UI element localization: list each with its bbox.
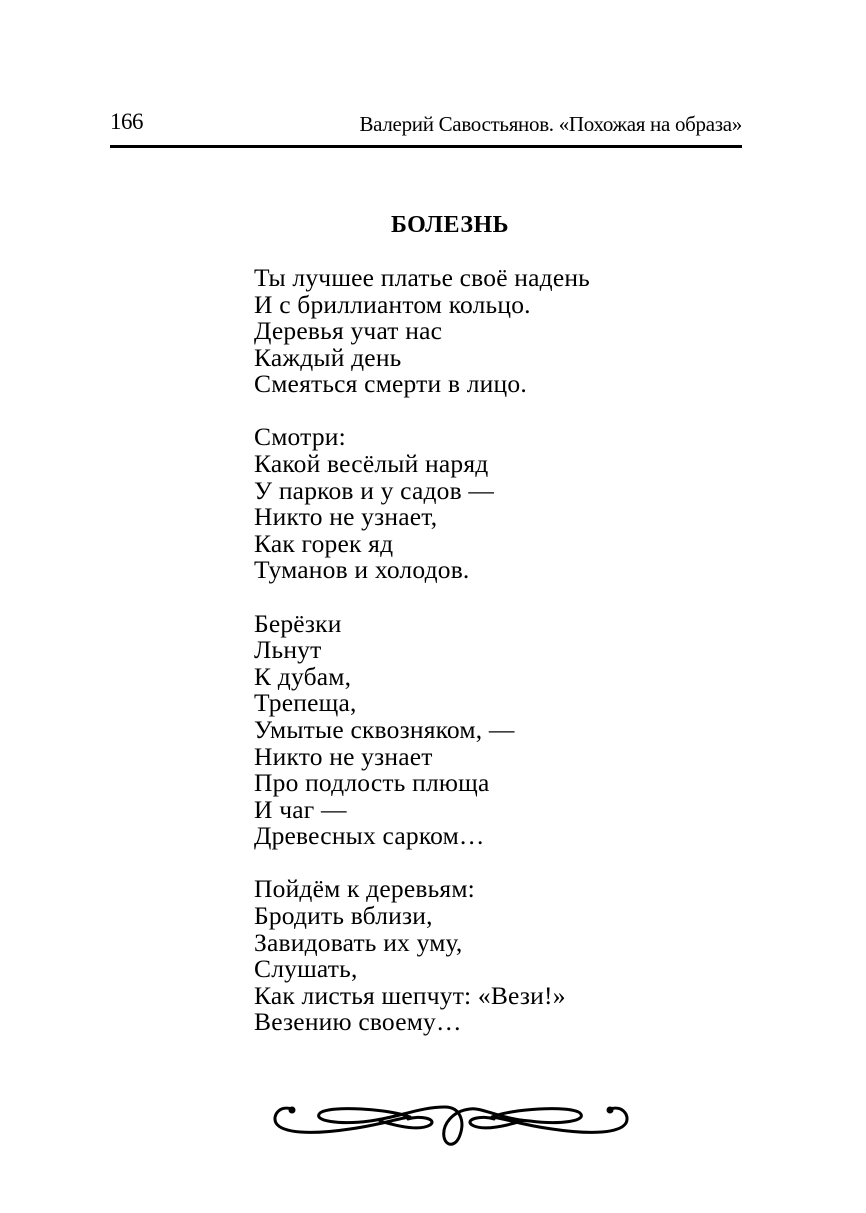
poem-body [254, 265, 754, 1062]
poem-line: Бродить вблизи, [254, 900, 433, 930]
poem-line: Древесных сарком… [254, 821, 485, 851]
page-number: 166 [110, 109, 143, 134]
poem-line: Завидовать их уму, [254, 927, 463, 957]
poem-line: К дубам, [254, 661, 352, 691]
poem-line: И с бриллиантом кольцо. [254, 289, 531, 319]
stanza-2 [254, 424, 754, 584]
stanza-1 [254, 265, 754, 398]
poem-line: Туманов и холодов. [254, 555, 470, 585]
poem-line: Смотри: [254, 422, 346, 452]
header-rule [110, 145, 742, 148]
poem-line: Каждый день [254, 342, 402, 372]
poem-line: У парков и у садов — [254, 475, 495, 505]
poem-line: И чаг — [254, 794, 347, 824]
poem-line: Как листья шепчут: «Вези!» [254, 980, 566, 1010]
flourish-divider-icon [270, 1095, 632, 1155]
poem-title: БОЛЕЗНЬ [390, 212, 510, 238]
poem-line: Как горек яд [254, 528, 394, 558]
poem-line: Везению своему… [254, 1007, 462, 1037]
running-title: Валерий Савостьянов. «Похожая на образа» [359, 112, 742, 136]
poem-line: Смеяться смерти в лицо. [254, 369, 527, 399]
poem-line: Какой весёлый наряд [254, 449, 489, 479]
poem-line: Берёзки [254, 608, 342, 638]
poem-line: Деревья учат нас [254, 316, 443, 346]
poem-line: Пойдём к деревьям: [254, 874, 475, 904]
poem-line: Трепеща, [254, 688, 357, 718]
poem-line: Никто не узнает, [254, 502, 438, 532]
running-header [110, 108, 742, 138]
stanza-4 [254, 876, 754, 1036]
poem-line: Никто не узнает [254, 741, 433, 771]
poem-line: Про подлость плюща [254, 768, 490, 798]
stanza-3 [254, 608, 754, 851]
poem-line: Льнут [254, 635, 322, 665]
poem-line: Слушать, [254, 954, 358, 984]
poem-line: Ты лучшее платье своё надень [254, 263, 591, 292]
poem-line: Умытые сквозняком, — [254, 714, 515, 744]
